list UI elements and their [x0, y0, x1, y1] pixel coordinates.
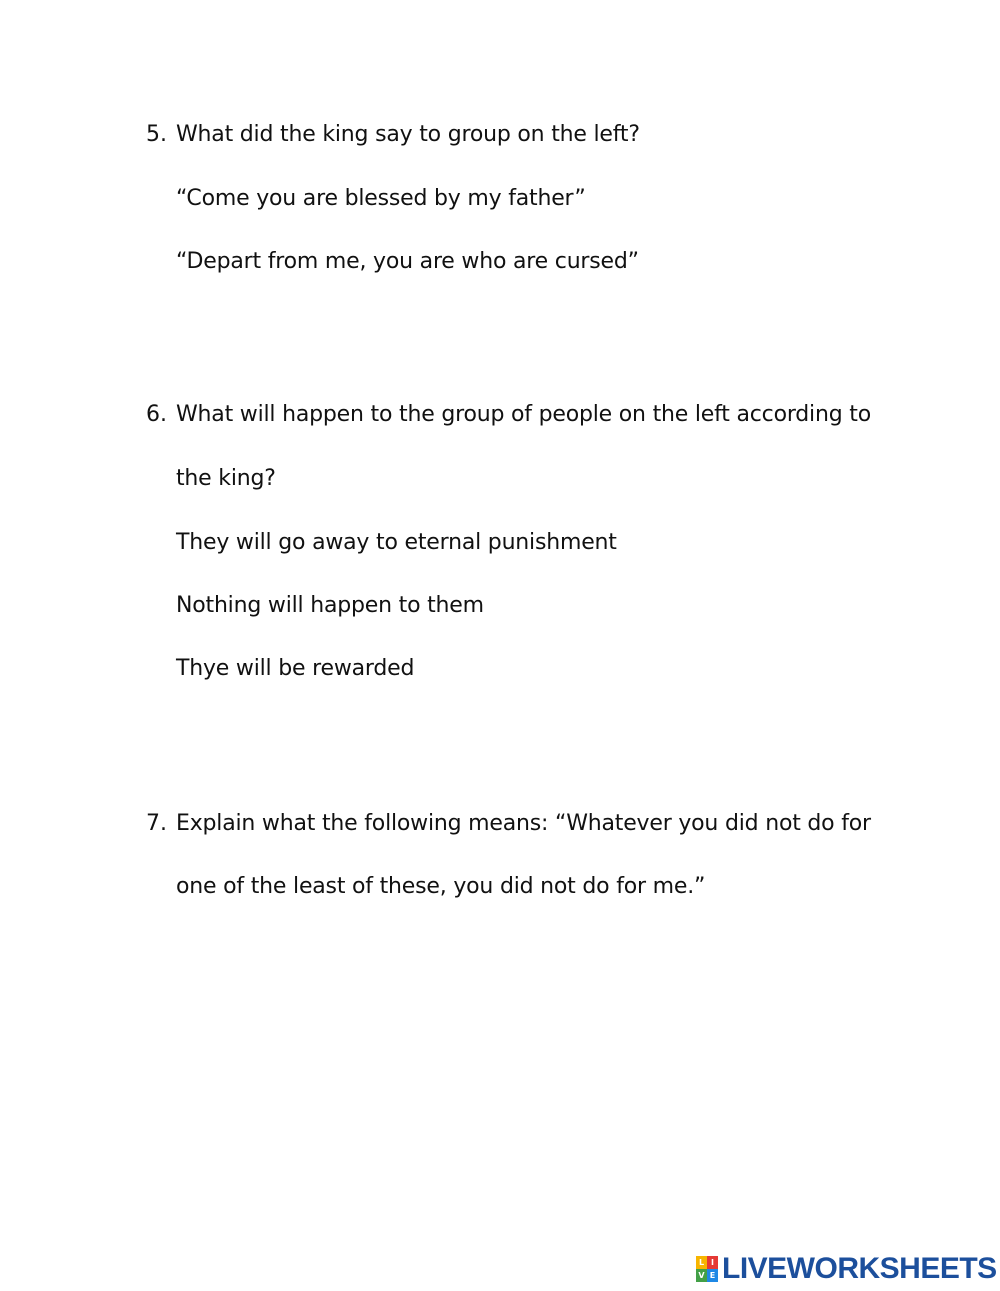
liveworksheets-logo: [696, 1254, 997, 1284]
question-text: the king?: [176, 466, 276, 491]
question-number: 6.: [146, 402, 167, 427]
question-number: 5.: [146, 122, 167, 147]
logo-block: L: [696, 1256, 707, 1269]
answer-option[interactable]: “Come you are blessed by my father”: [176, 186, 586, 211]
question-number: 7.: [146, 811, 167, 836]
question-text: What did the king say to group on the left?: [176, 122, 640, 147]
answer-option[interactable]: “Depart from me, you are who are cursed”: [176, 249, 639, 274]
logo-block: I: [707, 1256, 718, 1269]
answer-option[interactable]: Nothing will happen to them: [176, 593, 484, 618]
question-text: Explain what the following means: “Whatever you did not do for: [176, 811, 871, 836]
logo-block: V: [696, 1269, 707, 1282]
logo-text: LIVEWORKSHEETS: [722, 1252, 997, 1285]
liveworksheets-logo-icon: [696, 1256, 718, 1282]
answer-option[interactable]: They will go away to eternal punishment: [176, 530, 617, 555]
question-text: What will happen to the group of people on the left according to: [176, 402, 871, 427]
logo-block: E: [707, 1269, 718, 1282]
answer-option[interactable]: Thye will be rewarded: [176, 656, 415, 681]
question-text: one of the least of these, you did not do for me.”: [176, 874, 706, 899]
